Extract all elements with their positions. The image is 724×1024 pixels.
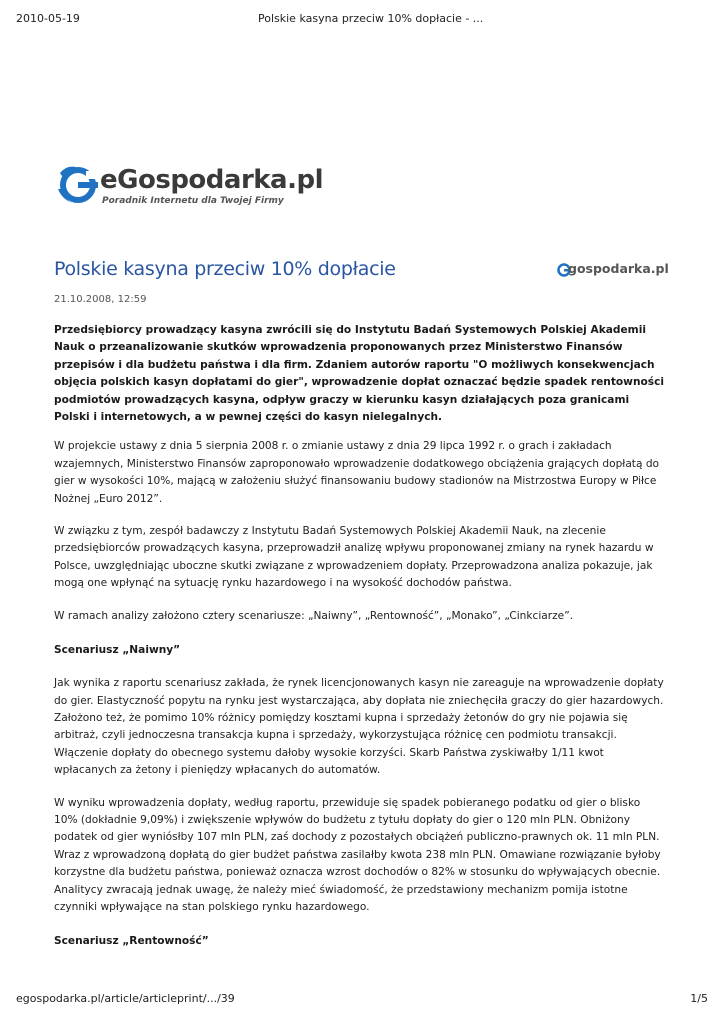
article-title: Polskie kasyna przeciw 10% dopłacie bbox=[54, 258, 396, 280]
egospodarka-mark-icon bbox=[56, 163, 98, 207]
section-heading-naiwny: Scenariusz „Naiwny” bbox=[54, 644, 181, 657]
print-url: egospodarka.pl/article/articleprint/.../39 bbox=[16, 992, 235, 1005]
print-date: 2010-05-19 bbox=[16, 12, 80, 25]
egospodarka-logo[interactable] bbox=[56, 163, 324, 211]
article-date: 21.10.2008, 12:59 bbox=[54, 294, 147, 305]
article-paragraph: W związku z tym, zespół badawczy z Instytutu Badań Systemowych Polskiej Akademii Nauk, na zlecenie przedsiębiorców prowadzących kasyna, przeprowadził analizę wpływu proponowanej zmiany na rynek hazardu w Polsce, uwzględniając uboczne skutki związane z wprowadzeniem dopłaty. Przeprowadzona analiza pokazuje, jak mogą one wpłynąć na sytuację rynku hazardowego i na wysokość dochodów państwa. bbox=[54, 525, 654, 590]
page-number: 1/5 bbox=[690, 992, 708, 1005]
small-logo-text: gospodarka.pl bbox=[568, 261, 669, 276]
article-paragraph: W ramach analizy założono cztery scenariusze: „Naiwny”, „Rentowność”, „Monako”, „Cinkciarze”. bbox=[54, 609, 574, 622]
section-heading-rentownosc: Scenariusz „Rentowność” bbox=[54, 935, 209, 948]
article-paragraph: Jak wynika z raportu scenariusz zakłada, że rynek licencjonowanych kasyn nie zareaguje na wprowadzenie dopłaty do gier. Elastyczność popytu na rynku jest wystarczająca, aby dopłata nie zniechęciła graczy do gier hazardowych. Założono też, że pomimo 10% różnicy pomiędzy kosztami kupna i sprzedaży żetonów do gry nie pojawia się arbitraż, czyli jednoczesna transakcja kupna i sprzedaży, wykorzystująca różnicę cen podmiotu transakcji. Włączenie dopłaty do obecnego systemu dałoby wysokie korzyści. Skarb Państwa zyskiwałby 1/11 kwot wpłacanych za żetony i pieniędzy wpłacanych do automatów. bbox=[54, 677, 664, 777]
article-lead: Przedsiębiorcy prowadzący kasyna zwrócili się do Instytutu Badań Systemowych Polskiej Akademii Nauk o przeanalizowanie skutków wprowadzenia proponowanych przez Ministerstwo Finansów przepisów i dla budżetu państwa i dla firm. Zdaniem autorów raportu "O możliwych konsekwencjach objęcia polskich kasyn dopłatami do gier", wprowadzenie dopłat oznaczać będzie spadek rentowności podmiotów prowadzących kasyna, odpływ graczy w kierunku kasyn działających poza granicami Polski i internetowych, a w pewnej części do kasyn nielegalnych. bbox=[54, 324, 664, 424]
article-paragraph: W wyniku wprowadzenia dopłaty, według raportu, przewiduje się spadek pobieranego podatku od gier o blisko 10% (dokładnie 9,09%) i zwiększenie wpływów do budżetu z tytułu dopłaty do gier o 120 mln PLN. Obniżony podatek od gier wyniósłby 107 mln PLN, zaś dochody z pozostałych obciążeń publiczno-prawnych ok. 11 mln PLN. Wraz z wprowadzoną dopłatą do gier budżet państwa zasilałby kwota 238 mln PLN. Omawiane rozwiązanie byłoby korzystne dla budżetu państwa, ponieważ oznacza wzrost dochodów o 82% w stosunku do wpływających obecnie. Analitycy zwracają jednak uwagę, że należy mieć świadomość, że przedstawiony mechanizm pomija istotne czynniki wpływające na stan polskiego rynku hazardowego. bbox=[54, 796, 661, 913]
logo-tagline: Poradnik Internetu dla Twojej Firmy bbox=[102, 196, 284, 206]
logo-name: eGospodarka.pl bbox=[100, 165, 324, 195]
print-title: Polskie kasyna przeciw 10% dopłacie - ... bbox=[258, 12, 484, 25]
article-paragraph: W projekcie ustawy z dnia 5 sierpnia 2008 r. o zmianie ustawy z dnia 29 lipca 1992 r. o grach i zakładach wzajemnych, Ministerstwo Finansów zaproponowało wprowadzenie dodatkowego obciążenia grających dopłatą do gier w wysokości 10%, mającą w założeniu służyć finansowaniu budowy stadionów na Mistrzostwa Europy w Piłce Nożnej „Euro 2012”. bbox=[54, 440, 660, 505]
article bbox=[54, 258, 666, 947]
